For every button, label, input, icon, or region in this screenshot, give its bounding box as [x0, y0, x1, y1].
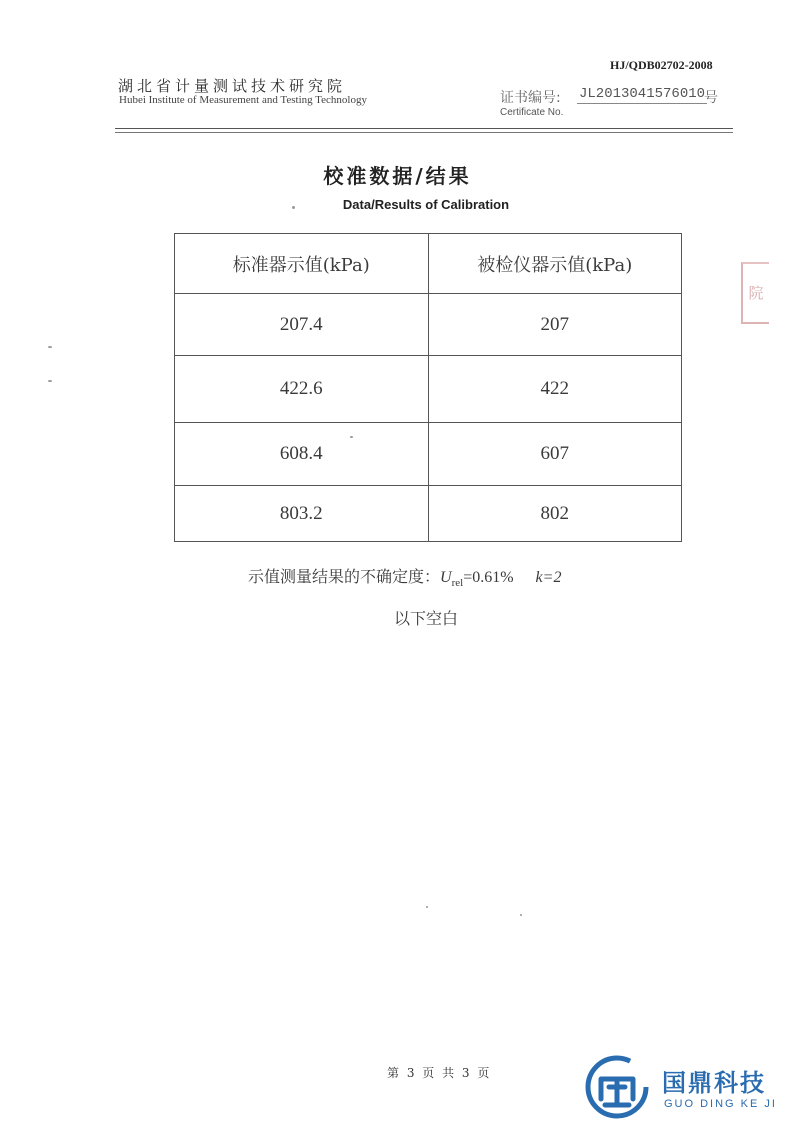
table-row [175, 423, 682, 486]
scan-speck [292, 206, 295, 209]
calibration-table [174, 233, 682, 542]
institute-name-cn: 湖北省计量测试技术研究院 [118, 77, 347, 95]
cell-standard-value: 803.2 [175, 486, 429, 542]
doc-code: HJ/QDB02702-2008 [610, 58, 713, 72]
blank-below-note: 以下空白 [394, 609, 459, 628]
cell-standard-value: 207.4 [175, 294, 429, 356]
scan-speck [426, 906, 428, 908]
header-rule-top [115, 128, 733, 129]
column-header-standard: 标准器示值(kPa) [175, 234, 429, 294]
page-number: 第 3 页 共 3 页 [387, 1066, 492, 1080]
certificate-number: JL2013041576010 [579, 86, 706, 102]
table-header-row [175, 234, 682, 294]
uncertainty-symbol: U [440, 569, 452, 586]
uncertainty-label: 示值测量结果的不确定度： [248, 567, 441, 586]
table-row [175, 486, 682, 542]
cell-tested-value: 207 [428, 294, 682, 356]
coverage-factor: k=2 [535, 569, 562, 586]
cell-standard-value: 422.6 [175, 356, 429, 423]
brand-name-cn: 国鼎科技 [662, 1069, 766, 1097]
uncertainty-statement [248, 564, 561, 589]
header-rule-bottom [115, 132, 733, 133]
scan-speck [48, 380, 52, 382]
table-row [175, 294, 682, 356]
certificate-label-en: Certificate No. [500, 107, 564, 118]
page-title-cn: 校准数据/结果 [323, 164, 472, 188]
cell-tested-value: 802 [428, 486, 682, 542]
brand-name-en: GUO DING KE JI [664, 1098, 777, 1110]
cell-tested-value: 422 [428, 356, 682, 423]
uncertainty-value: =0.61% [463, 569, 514, 586]
page-title-en: Data/Results of Calibration [342, 197, 510, 212]
uncertainty-subscript: rel [451, 577, 464, 590]
institute-name-en: Hubei Institute of Measurement and Testing Technology [119, 94, 367, 106]
certificate-suffix: 号 [704, 90, 718, 106]
table-row [175, 356, 682, 423]
brand-logo-icon [585, 1055, 649, 1119]
cell-tested-value: 607 [428, 423, 682, 486]
certificate-label: 证书编号: [500, 90, 561, 106]
column-header-tested: 被检仪器示值(kPa) [428, 234, 682, 294]
seal-stamp-fragment: 院 [741, 262, 769, 324]
scan-speck [520, 914, 522, 916]
scan-speck [350, 436, 353, 438]
cell-standard-value: 608.4 [175, 423, 429, 486]
scan-speck [48, 346, 52, 348]
